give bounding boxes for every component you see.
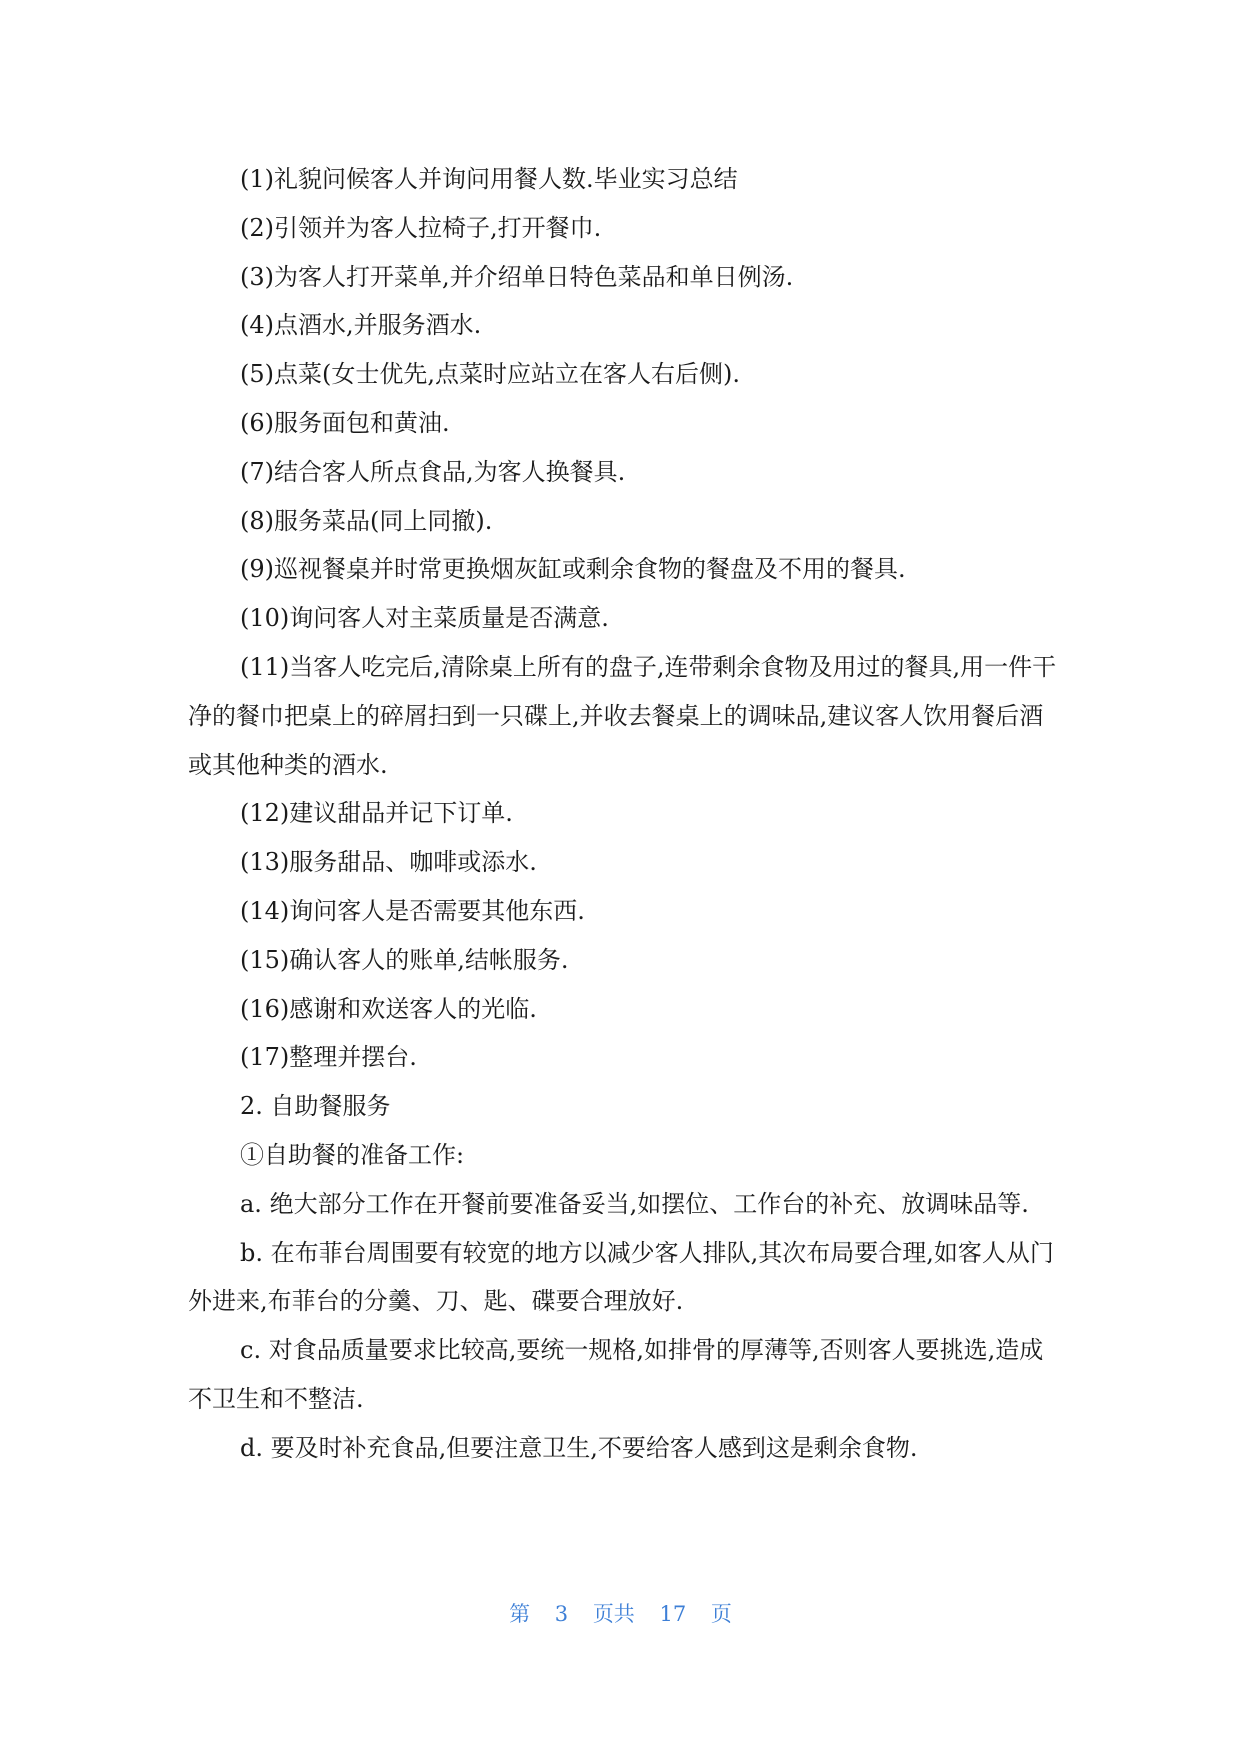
paragraph-item-a: a. 绝大部分工作在开餐前要准备妥当,如摆位、工作台的补充、放调味品等. [240,1189,1029,1218]
paragraph-item-d: d. 要及时补充食品,但要注意卫生,不要给客人感到这是剩余食物. [240,1433,918,1462]
paragraph-13: (13)服务甜品、咖啡或添水. [240,848,537,877]
paragraph-16: (16)感谢和欢送客人的光临. [240,994,537,1023]
paragraph-9: (9)巡视餐桌并时常更换烟灰缸或剩余食物的餐盘及不用的餐具. [240,555,906,584]
paragraph-11: (11)当客人吃完后,清除桌上所有的盘子,连带剩余食物及用过的餐具,用一件干净的餐巾把桌上的碎屑扫到一只碟上,并收去餐桌上的调味品,建议客人饮用餐后酒或其他种类的酒水. [188,652,1057,779]
paragraph-3: (3)为客人打开菜单,并介绍单日特色菜品和单日例汤. [240,262,794,291]
paragraph-8: (8)服务菜品(同上同撤). [240,506,493,535]
paragraph-12: (12)建议甜品并记下订单. [240,799,513,828]
footer-middle: 页共 [592,1602,635,1626]
paragraph-10: (10)询问客人对主菜质量是否满意. [240,604,609,633]
footer-prefix: 第 [509,1602,531,1626]
paragraph-1: (1)礼貌问候客人并询问用餐人数.毕业实习总结 [240,165,738,193]
paragraph-4: (4)点酒水,并服务酒水. [240,311,482,340]
page-footer [0,1598,1241,1628]
paragraph-item-b: b. 在布菲台周围要有较宽的地方以减少客人排队,其次布局要合理,如客人从门外进来,布菲台的分羹、刀、匙、碟要合理放好. [188,1238,1054,1316]
paragraph-7: (7)结合客人所点食品,为客人换餐具. [240,457,626,486]
subsection-heading-preparation: ①自助餐的准备工作: [240,1140,465,1169]
section-heading-buffet: 2. 自助餐服务 [240,1092,391,1121]
paragraph-item-c: c. 对食品质量要求比较高,要统一规格,如排骨的厚薄等,否则客人要挑选,造成不卫生和不整洁. [188,1336,1044,1413]
paragraph-17: (17)整理并摆台. [240,1043,417,1072]
footer-suffix: 页 [710,1602,732,1626]
paragraph-2: (2)引领并为客人拉椅子,打开餐巾. [240,213,602,242]
paragraph-6: (6)服务面包和黄油. [240,408,450,437]
paragraph-15: (15)确认客人的账单,结帐服务. [240,945,569,974]
footer-current-page: 3 [554,1602,569,1626]
document-body [188,155,1058,1473]
footer-total-pages: 17 [659,1602,687,1626]
paragraph-5: (5)点菜(女士优先,点菜时应站立在客人右后侧). [240,360,740,389]
paragraph-14: (14)询问客人是否需要其他东西. [240,896,585,925]
